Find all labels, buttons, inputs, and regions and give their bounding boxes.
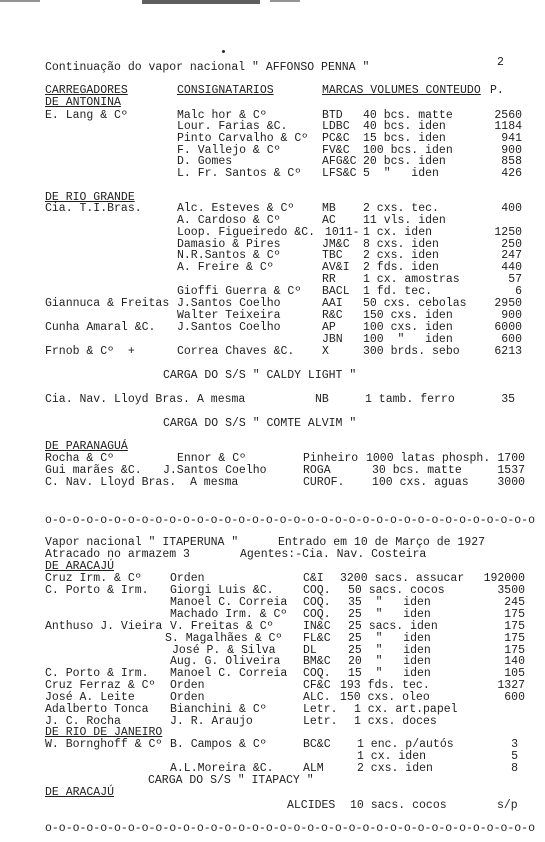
volumes: 100 cxs. aguas: [372, 476, 469, 489]
volumes: 150 cxs. oleo: [340, 691, 430, 704]
berth: Atracado no armazem 3: [45, 548, 190, 561]
weight: 175: [504, 620, 525, 633]
weight: 1184: [494, 120, 522, 133]
shipper: Anthuso J. Vieira: [45, 620, 163, 633]
mark: LFS&C: [322, 167, 357, 180]
origin-heading-rio-grande: DE RIO GRANDE: [45, 191, 135, 204]
ink-dot: [222, 50, 225, 53]
mark: MB: [322, 202, 336, 215]
mark: FV&C: [322, 144, 350, 157]
volumes: 2 fds. iden: [363, 261, 439, 274]
consignee: A. Freire & Cº: [177, 261, 274, 274]
consignee: A mesma: [190, 476, 239, 489]
volumes: 50 sacs. cocos: [348, 584, 445, 597]
weight: 175: [504, 608, 525, 621]
mark: NB: [315, 393, 329, 406]
scan-smudge: [142, 0, 260, 4]
consignee: Aug. G. Oliveira: [170, 655, 281, 668]
mark: BACL: [322, 285, 350, 298]
consignee: B. Campos & Cº: [170, 738, 267, 751]
weight-header: P.: [490, 84, 504, 97]
volumes: 2 cxs. tec.: [363, 202, 439, 215]
weight: 600: [501, 333, 522, 346]
cargo-row: [0, 799, 545, 812]
weight: 440: [501, 261, 522, 274]
cargo-heading-comte-alvim: CARGA DO S/S " COMTE ALVIM ": [163, 417, 357, 430]
shipper: Giannuca & Freitas: [45, 297, 170, 310]
mark: ROGA: [303, 464, 331, 477]
weight: 247: [501, 249, 522, 262]
weight: 900: [501, 309, 522, 322]
volumes: 50 cxs. cebolas: [363, 297, 467, 310]
mark: AP: [322, 321, 336, 334]
volumes: 1 cx. amostras: [363, 273, 460, 286]
volumes: 25 " iden: [348, 608, 431, 621]
shipper: Frnob & Cº +: [45, 345, 135, 358]
consignee: Bianchini & Cº: [170, 703, 267, 716]
mark: AFG&C: [322, 155, 357, 168]
mark: R&C: [322, 309, 343, 322]
consignee: Pinto Carvalho & Cº: [177, 132, 309, 145]
ship-name: Vapor nacional " ITAPERUNA ": [45, 536, 239, 549]
mark: ALM: [303, 762, 324, 775]
weight: 57: [508, 273, 522, 286]
shipper: José A. Leite: [45, 691, 135, 704]
consignee: Manoel C. Correia: [170, 667, 288, 680]
mark: BM&C: [303, 655, 331, 668]
mark: C&I: [303, 572, 324, 585]
consignee: A. Cardoso & Cº: [177, 214, 281, 227]
mark: FL&C: [303, 632, 331, 645]
mark: Pinheiro: [303, 452, 359, 465]
mark: DL: [303, 644, 317, 657]
weight: 175: [504, 632, 525, 645]
section-separator: o-o-o-o-o-o-o-o-o-o-o-o-o-o-o-o-o-o-o-o-o-o-o-o-o-o-o-o-o-o-o-o-o-o-o-o: [45, 822, 535, 835]
volumes: 1 cx. art.papel: [354, 703, 458, 716]
shipper: Cruz Irm. & Cº: [45, 572, 142, 585]
volumes: 8 cxs. iden: [363, 238, 439, 251]
mark: CF&C: [303, 679, 331, 692]
marks-volumes-contents-header: MARCAS VOLUMES CONTEUDO: [322, 84, 481, 97]
volumes: 2 cxs. iden: [357, 762, 433, 775]
weight: 175: [504, 644, 525, 657]
shipper: Rocha & Cº: [45, 452, 115, 465]
consignee: Orden: [170, 572, 205, 585]
weight: 6: [515, 285, 522, 298]
volumes: 1 cxs. doces: [354, 715, 437, 728]
volumes: 40 bcs. iden: [363, 120, 446, 133]
shipper: Cia. T.I.Bras.: [45, 202, 142, 215]
weight: 6213: [494, 345, 522, 358]
weight: 105: [504, 667, 525, 680]
volumes: 15 bcs. iden: [363, 132, 446, 145]
consignees-header: CONSIGNATARIOS: [177, 84, 274, 97]
consignee: Machado Irm. & Cº: [170, 608, 288, 621]
mark: ALC.: [303, 691, 331, 704]
shipper: Cia. Nav. Lloyd Bras.: [45, 393, 190, 406]
volumes: 193 fds. tec.: [340, 679, 430, 692]
mark: X: [322, 345, 329, 358]
shippers-header: CARREGADORES: [45, 84, 128, 97]
volumes: 100 cxs. iden: [363, 321, 453, 334]
consignee: L. Fr. Santos & Cº: [177, 167, 302, 180]
cargo-row: [0, 393, 545, 406]
weight: 3500: [497, 584, 525, 597]
consignee: Manoel C. Correia: [170, 596, 288, 609]
volumes: 3200 sacs. assucar: [340, 572, 465, 585]
consignee: Orden: [170, 691, 205, 704]
mark: LDBC: [322, 120, 350, 133]
weight: 3000: [497, 476, 525, 489]
consignee: Damasio & Pires: [177, 238, 281, 251]
cargo-row: [0, 345, 545, 358]
consignee: Giorgi Luis &C.: [170, 584, 274, 597]
mark: COQ.: [303, 608, 331, 621]
cargo-row: [0, 476, 545, 489]
consignee: José P. & Silva: [172, 644, 276, 657]
consignee: Ennor & Cº: [177, 452, 247, 465]
weight: 35: [501, 393, 515, 406]
weight: 5: [511, 750, 518, 763]
weight: 1700: [497, 452, 525, 465]
consignee: D. Gomes: [177, 155, 233, 168]
mark: PC&C: [322, 132, 350, 145]
weight: 250: [501, 238, 522, 251]
consignee: Malc hor & Cº: [177, 109, 267, 122]
weight: 600: [504, 691, 525, 704]
mark: COQ.: [303, 667, 331, 680]
volumes: 20 bcs. iden: [363, 155, 446, 168]
weight: 1537: [497, 464, 525, 477]
consignee: J. R. Araujo: [170, 715, 253, 728]
consignee: N.R.Santos & Cº: [177, 249, 281, 262]
consignee: Gioffi Guerra & Cº: [177, 285, 302, 298]
weight: s/p: [497, 799, 518, 812]
shipper: Gui marães &C.: [45, 464, 142, 477]
consignee: Alc. Esteves & Cº: [177, 202, 295, 215]
shipper: C. Nav. Lloyd Bras.: [45, 476, 177, 489]
consignee: F. Vallejo & Cº: [177, 144, 281, 157]
cargo-heading-caldy-light: CARGA DO S/S " CALDY LIGHT ": [163, 369, 357, 382]
weight: 941: [501, 132, 522, 145]
origin-heading-aracaju: DE ARACAJÚ: [45, 560, 115, 573]
cargo-heading-itapacy: CARGA DO S/S " ITAPACY ": [148, 774, 314, 787]
volumes: 10 sacs. cocos: [350, 799, 447, 812]
consignee: Orden: [170, 679, 205, 692]
consignee: A.L.Moreira &C.: [170, 762, 274, 775]
mark: Letr.: [303, 703, 338, 716]
volumes: 1 cx. iden: [363, 226, 433, 239]
origin-heading-rio-de-janeiro: DE RIO DE JANEIRO: [45, 726, 163, 739]
mark: TBC: [322, 249, 343, 262]
shipper: C. Porto & Irm.: [45, 667, 149, 680]
mark: CUROF.: [303, 476, 345, 489]
consignee: Lour. Farias &C.: [177, 120, 288, 133]
weight: 6000: [494, 321, 522, 334]
volumes: 1 enc. p/autós: [357, 738, 454, 751]
mark: JM&C: [322, 238, 350, 251]
mark: ALCIDES: [287, 799, 336, 812]
consignee: V. Freitas & Cº: [170, 620, 274, 633]
mark: BC&C: [303, 738, 331, 751]
weight: 2950: [494, 297, 522, 310]
volumes: 11 vls. iden: [363, 214, 446, 227]
weight: 900: [501, 144, 522, 157]
mark: IN&C: [303, 620, 331, 633]
weight: 8: [511, 762, 518, 775]
weight: 140: [504, 655, 525, 668]
consignee: Correa Chaves &C.: [177, 345, 295, 358]
shipper: E. Lang & Cº: [45, 109, 128, 122]
mark: 1011-: [325, 226, 360, 239]
consignee: J.Santos Coelho: [163, 464, 267, 477]
weight: 192000: [483, 572, 525, 585]
consignee: J.Santos Coelho: [177, 321, 281, 334]
shipper: W. Bornghoff & Cº: [45, 738, 163, 751]
weight: 245: [504, 596, 525, 609]
volumes: 40 bcs. matte: [363, 109, 453, 122]
consignee: Loop. Figueiredo &C.: [177, 226, 316, 239]
document-title: Continuação do vapor nacional " AFFONSO PENNA ": [45, 61, 370, 74]
mark: Letr.: [303, 715, 338, 728]
scan-smudge: [0, 0, 40, 2]
origin-heading-antonina: DE ANTONINA: [45, 96, 121, 109]
cargo-row: [0, 167, 545, 180]
volumes: 30 bcs. matte: [372, 464, 462, 477]
origin-heading-aracaju-itapacy: DE ARACAJÚ: [45, 786, 115, 799]
shipper: Adalberto Tonca: [45, 703, 149, 716]
volumes: 150 cxs. iden: [363, 309, 453, 322]
weight: 858: [501, 155, 522, 168]
mark: COQ.: [303, 596, 331, 609]
weight: 426: [501, 167, 522, 180]
mark: RR: [322, 273, 336, 286]
mark: BTD: [322, 109, 343, 122]
shipper: Cunha Amaral &C.: [45, 321, 156, 334]
volumes: 1 cx. iden: [357, 750, 427, 763]
consignee: J.Santos Coelho: [177, 297, 281, 310]
mark: AC: [322, 214, 336, 227]
weight: 2560: [494, 109, 522, 122]
volumes: 25 " iden: [348, 632, 431, 645]
volumes: 300 brds. sebo: [363, 345, 460, 358]
mark: JBN: [322, 333, 343, 346]
origin-heading-paranagua: DE PARANAGUÁ: [45, 440, 128, 453]
volumes: 25 " iden: [348, 644, 431, 657]
weight: 3: [511, 738, 518, 751]
section-separator: o-o-o-o-o-o-o-o-o-o-o-o-o-o-o-o-o-o-o-o-o-o-o-o-o-o-o-o-o-o-o-o-o-o-o-o: [45, 514, 535, 527]
volumes: 5 " iden: [363, 167, 439, 180]
page-number: 2: [497, 56, 504, 69]
mark: COQ.: [303, 584, 331, 597]
arrival-date: Entrado em 10 de Março de 1927: [278, 536, 486, 549]
agents: Agentes:-Cia. Nav. Costeira: [240, 548, 427, 561]
consignee: Walter Teixeira: [177, 309, 281, 322]
volumes: 15 " iden: [348, 667, 431, 680]
weight: 400: [501, 202, 522, 215]
shipper: C. Porto & Irm.: [45, 584, 149, 597]
volumes: 25 sacs. iden: [348, 620, 438, 633]
volumes: 20 " iden: [348, 655, 431, 668]
volumes: 35 " iden: [348, 596, 431, 609]
consignee: S. Magalhães & Cº: [165, 632, 283, 645]
shipper: J. C. Rocha: [45, 715, 121, 728]
volumes: 1000 latas phosph.: [366, 452, 491, 465]
volumes: 1 fd. tec.: [363, 285, 433, 298]
shipper: Cruz Ferraz & Cº: [45, 679, 156, 692]
volumes: 1 tamb. ferro: [365, 393, 455, 406]
volumes: 100 " iden: [363, 333, 453, 346]
mark: AAI: [322, 297, 343, 310]
scan-smudge: [270, 0, 300, 2]
weight: 1250: [494, 226, 522, 239]
volumes: 2 cxs. iden: [363, 249, 439, 262]
weight: 1327: [497, 679, 525, 692]
mark: AV&I: [322, 261, 350, 274]
consignee: A mesma: [197, 393, 246, 406]
volumes: 100 bcs. iden: [363, 144, 453, 157]
